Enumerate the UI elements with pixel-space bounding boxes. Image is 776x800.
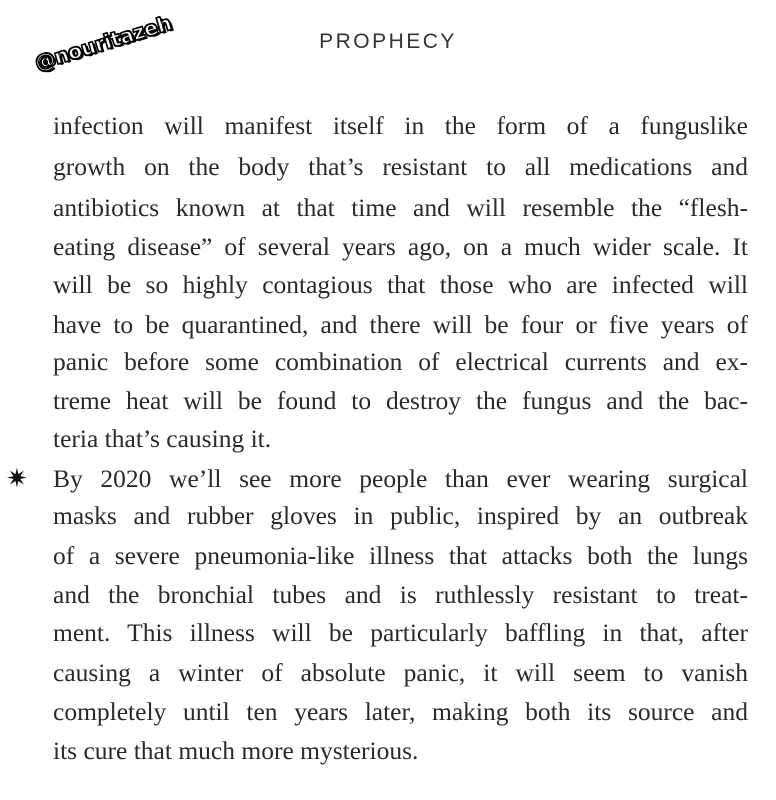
text-line: causing a winter of absolute panic, it will seem to vanish xyxy=(53,658,748,687)
text-line: eating disease” of several years ago, on a much wider scale. It xyxy=(53,232,748,261)
text-line: of a severe pneumonia-like illness that attacks both the lungs xyxy=(53,541,748,570)
text-line: ment. This illness will be particularly baffling in that, after xyxy=(53,618,748,647)
running-head: PROPHECY xyxy=(319,30,457,53)
text-line: growth on the body that’s resistant to all medications and xyxy=(53,152,748,181)
text-line: By 2020 we’ll see more people than ever wearing surgical xyxy=(53,464,748,493)
text-line: antibiotics known at that time and will resemble the “flesh- xyxy=(53,193,748,222)
text-line: panic before some combination of electrical currents and ex- xyxy=(53,347,748,376)
watermark-handle: @nouritazeh xyxy=(32,10,175,75)
text-line: its cure that much more mysterious. xyxy=(53,736,419,765)
bullet-star-icon: ✷ xyxy=(6,464,28,493)
text-line: teria that’s causing it. xyxy=(53,424,272,453)
text-line: completely until ten years later, making both its source and xyxy=(53,697,748,726)
text-line: treme heat will be found to destroy the fungus and the bac- xyxy=(53,386,748,415)
text-line: have to be quarantined, and there will be four or five years of xyxy=(53,310,748,339)
text-line: infection will manifest itself in the form of a funguslike xyxy=(53,111,748,140)
text-line: will be so highly contagious that those who are infected will xyxy=(53,270,748,299)
text-line: masks and rubber gloves in public, inspired by an outbreak xyxy=(53,501,748,530)
text-line: and the bronchial tubes and is ruthlessly resistant to treat- xyxy=(53,580,748,609)
